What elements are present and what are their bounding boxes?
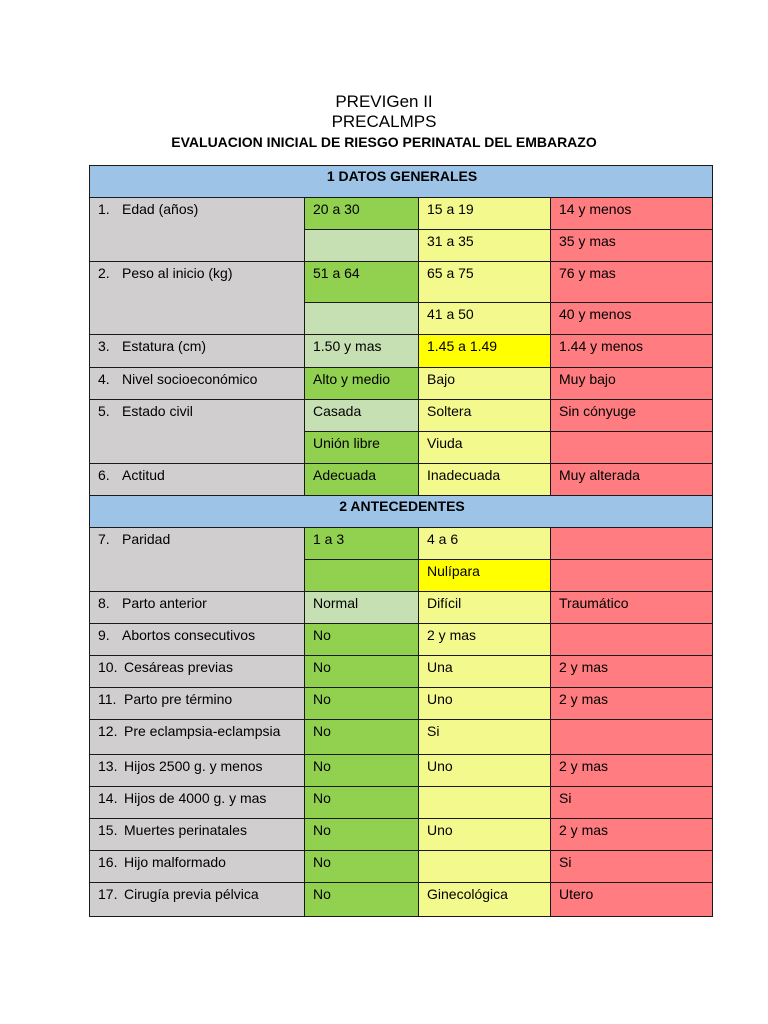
cell-red: Utero [551, 883, 713, 917]
cell-green: Alto y medio [305, 368, 419, 400]
document-title: PREVIGen II [335, 92, 433, 111]
section-header-antecedentes: 2 ANTECEDENTES [90, 496, 713, 528]
cell-yellow: 2 y mas [419, 624, 551, 656]
cell-red: Si [551, 851, 713, 883]
cell-green-light [305, 230, 419, 262]
cell-yellow [419, 851, 551, 883]
cell-yellow: Difícil [419, 592, 551, 624]
table-row [90, 656, 713, 688]
document-heading: EVALUACION INICIAL DE RIESGO PERINATAL DEL EMBARAZO [171, 134, 597, 150]
cell-red: 35 y mas [551, 230, 713, 262]
table-row [90, 198, 713, 230]
cell-green: No [305, 787, 419, 819]
cell-green: No [305, 883, 419, 917]
table-row [90, 368, 713, 400]
cell-red: 2 y mas [551, 656, 713, 688]
cell-green-light: Casada [305, 400, 419, 432]
cell-red: Traumático [551, 592, 713, 624]
row-label-peso: 2. Peso al inicio (kg) [90, 262, 305, 335]
cell-green: 51 a 64 [305, 262, 419, 303]
cell-green: No [305, 688, 419, 720]
cell-yellow: Si [419, 720, 551, 755]
cell-red: 14 y menos [551, 198, 713, 230]
section-header-datos-generales: 1 DATOS GENERALES [90, 166, 713, 198]
cell-yellow: 65 a 75 [419, 262, 551, 303]
cell-yellow [419, 787, 551, 819]
cell-yellow: Uno [419, 755, 551, 787]
cell-red: Muy alterada [551, 464, 713, 496]
cell-green-light: 1.50 y mas [305, 335, 419, 368]
cell-red: 2 y mas [551, 755, 713, 787]
cell-red: 76 y mas [551, 262, 713, 303]
table-row [90, 819, 713, 851]
cell-red: Sin cónyuge [551, 400, 713, 432]
cell-red [551, 560, 713, 592]
row-label-edad: 1. Edad (años) [90, 198, 305, 262]
table-row [90, 787, 713, 819]
cell-yellow: Inadecuada [419, 464, 551, 496]
row-label-estado-civil: 5. Estado civil [90, 400, 305, 464]
table-row [90, 400, 713, 432]
table-row [90, 592, 713, 624]
row-label-pretermino: 11. Parto pre término [90, 688, 305, 720]
row-label-nivel: 4. Nivel socioeconómico [90, 368, 305, 400]
table-row [90, 528, 713, 560]
cell-red: 1.44 y menos [551, 335, 713, 368]
cell-yellow: 31 a 35 [419, 230, 551, 262]
table-row [90, 464, 713, 496]
document-subtitle: PRECALMPS [331, 112, 437, 131]
table-row [90, 755, 713, 787]
cell-yellow: Uno [419, 688, 551, 720]
row-label-actitud: 6. Actitud [90, 464, 305, 496]
row-label-parto-anterior: 8. Parto anterior [90, 592, 305, 624]
cell-yellow-strong: 1.45 a 1.49 [419, 335, 551, 368]
row-label-estatura: 3. Estatura (cm) [90, 335, 305, 368]
table-row [90, 851, 713, 883]
table-row [90, 720, 713, 755]
cell-red [551, 528, 713, 560]
cell-yellow: Una [419, 656, 551, 688]
row-label-cirugia: 17. Cirugía previa pélvica [90, 883, 305, 917]
table-row [90, 624, 713, 656]
cell-yellow: 15 a 19 [419, 198, 551, 230]
cell-green-light: Normal [305, 592, 419, 624]
cell-green: Unión libre [305, 432, 419, 464]
table-row [90, 262, 713, 303]
cell-red: 2 y mas [551, 819, 713, 851]
cell-yellow-strong: Nulípara [419, 560, 551, 592]
cell-yellow: Bajo [419, 368, 551, 400]
table-row [90, 688, 713, 720]
cell-green: 1 a 3 [305, 528, 419, 560]
cell-yellow: Uno [419, 819, 551, 851]
cell-green: Adecuada [305, 464, 419, 496]
cell-green: No [305, 720, 419, 755]
row-label-paridad: 7. Paridad [90, 528, 305, 592]
cell-red: 40 y menos [551, 303, 713, 335]
cell-yellow: Soltera [419, 400, 551, 432]
cell-green: No [305, 624, 419, 656]
table-row [90, 883, 713, 917]
cell-green [305, 560, 419, 592]
row-label-malformado: 16. Hijo malformado [90, 851, 305, 883]
cell-yellow: 4 a 6 [419, 528, 551, 560]
cell-yellow: Viuda [419, 432, 551, 464]
cell-red: Si [551, 787, 713, 819]
cell-red [551, 720, 713, 755]
cell-green: No [305, 819, 419, 851]
risk-table [89, 165, 713, 917]
table-row [90, 335, 713, 368]
cell-red [551, 624, 713, 656]
cell-red: 2 y mas [551, 688, 713, 720]
cell-green: No [305, 656, 419, 688]
cell-yellow: Ginecológica [419, 883, 551, 917]
cell-green: No [305, 851, 419, 883]
cell-yellow: 41 a 50 [419, 303, 551, 335]
row-label-hijos-4000: 14. Hijos de 4000 g. y mas [90, 787, 305, 819]
row-label-muertes: 15. Muertes perinatales [90, 819, 305, 851]
cell-green-light [305, 303, 419, 335]
row-label-hijos-2500: 13. Hijos 2500 g. y menos [90, 755, 305, 787]
cell-red [551, 432, 713, 464]
cell-red: Muy bajo [551, 368, 713, 400]
cell-green: No [305, 755, 419, 787]
row-label-eclampsia: 12. Pre eclampsia-eclampsia [90, 720, 305, 755]
row-label-abortos: 9. Abortos consecutivos [90, 624, 305, 656]
row-label-cesareas: 10. Cesáreas previas [90, 656, 305, 688]
cell-green: 20 a 30 [305, 198, 419, 230]
